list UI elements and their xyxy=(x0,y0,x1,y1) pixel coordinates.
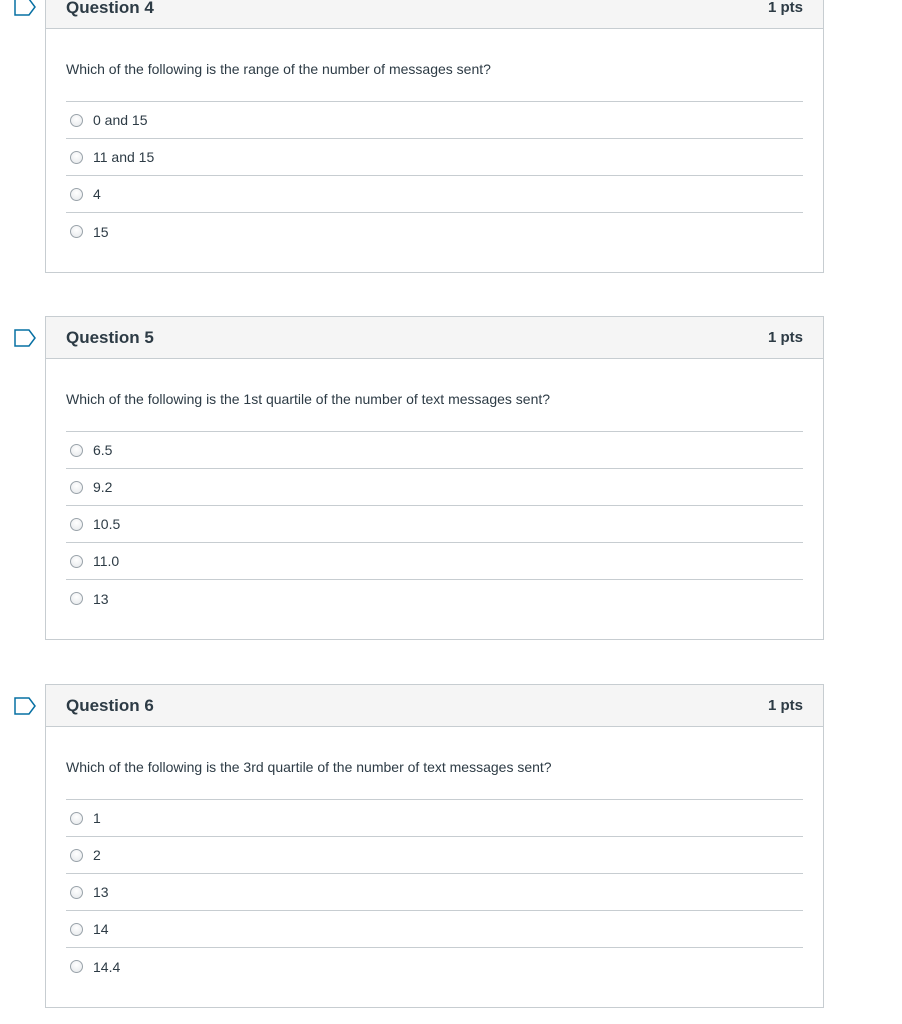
answer-option[interactable] xyxy=(66,543,803,580)
answer-list xyxy=(66,101,803,250)
radio-button[interactable] xyxy=(70,518,83,531)
answer-option[interactable] xyxy=(66,213,803,250)
question-points: 1 pts xyxy=(767,0,803,16)
radio-button[interactable] xyxy=(70,555,83,568)
question-points: 1 pts xyxy=(767,329,803,346)
question-points: 1 pts xyxy=(767,697,803,714)
answer-label[interactable]: 14.4 xyxy=(93,958,121,975)
answer-list xyxy=(66,431,803,617)
answer-option[interactable] xyxy=(66,469,803,506)
radio-button[interactable] xyxy=(70,923,83,936)
radio-button[interactable] xyxy=(70,225,83,238)
radio-button[interactable] xyxy=(70,960,83,973)
answer-label[interactable]: 11 and 15 xyxy=(93,149,155,165)
flag-question-icon[interactable] xyxy=(14,329,36,347)
flag-question-icon[interactable] xyxy=(14,0,36,16)
question-5 xyxy=(45,316,824,640)
question-body xyxy=(46,29,823,250)
question-title: Question 5 xyxy=(66,327,154,347)
answer-option[interactable] xyxy=(66,506,803,543)
answer-label[interactable]: 4 xyxy=(93,186,101,202)
question-6 xyxy=(45,684,824,1008)
answer-label[interactable]: 9.2 xyxy=(93,479,113,495)
answer-label[interactable]: 2 xyxy=(93,847,101,863)
radio-button[interactable] xyxy=(70,151,83,164)
answer-list xyxy=(66,799,803,985)
answer-option[interactable] xyxy=(66,837,803,874)
question-text: Which of the following is the 1st quartile of the number of text messages sent? xyxy=(66,391,551,407)
answer-label[interactable]: 13 xyxy=(93,884,109,900)
answer-label[interactable]: 11.0 xyxy=(93,553,120,569)
answer-label[interactable]: 6.5 xyxy=(93,442,113,458)
question-header xyxy=(46,685,823,727)
answer-option[interactable] xyxy=(66,911,803,948)
radio-button[interactable] xyxy=(70,849,83,862)
question-title: Question 4 xyxy=(66,0,154,17)
answer-option[interactable] xyxy=(66,176,803,213)
answer-label[interactable]: 14 xyxy=(93,921,109,937)
question-text: Which of the following is the range of the number of messages sent? xyxy=(66,61,491,77)
question-4 xyxy=(45,0,824,273)
radio-button[interactable] xyxy=(70,592,83,605)
answer-label[interactable]: 10.5 xyxy=(93,516,121,532)
radio-button[interactable] xyxy=(70,188,83,201)
radio-button[interactable] xyxy=(70,481,83,494)
answer-option[interactable] xyxy=(66,139,803,176)
answer-option[interactable] xyxy=(66,948,803,985)
answer-option[interactable] xyxy=(66,580,803,617)
radio-button[interactable] xyxy=(70,444,83,457)
question-title: Question 6 xyxy=(66,695,154,715)
radio-button[interactable] xyxy=(70,812,83,825)
radio-button[interactable] xyxy=(70,114,83,127)
answer-label[interactable]: 0 and 15 xyxy=(93,112,148,128)
answer-label[interactable]: 1 xyxy=(93,810,101,826)
answer-option[interactable] xyxy=(66,432,803,469)
answer-option[interactable] xyxy=(66,874,803,911)
flag-question-icon[interactable] xyxy=(14,697,36,715)
answer-label[interactable]: 15 xyxy=(93,223,109,240)
question-body xyxy=(46,727,823,985)
question-header xyxy=(46,317,823,359)
answer-label[interactable]: 13 xyxy=(93,590,109,607)
radio-button[interactable] xyxy=(70,886,83,899)
answer-option[interactable] xyxy=(66,800,803,837)
question-header xyxy=(46,0,823,29)
question-body xyxy=(46,359,823,617)
answer-option[interactable] xyxy=(66,102,803,139)
question-text: Which of the following is the 3rd quartile of the number of text messages sent? xyxy=(66,759,552,775)
